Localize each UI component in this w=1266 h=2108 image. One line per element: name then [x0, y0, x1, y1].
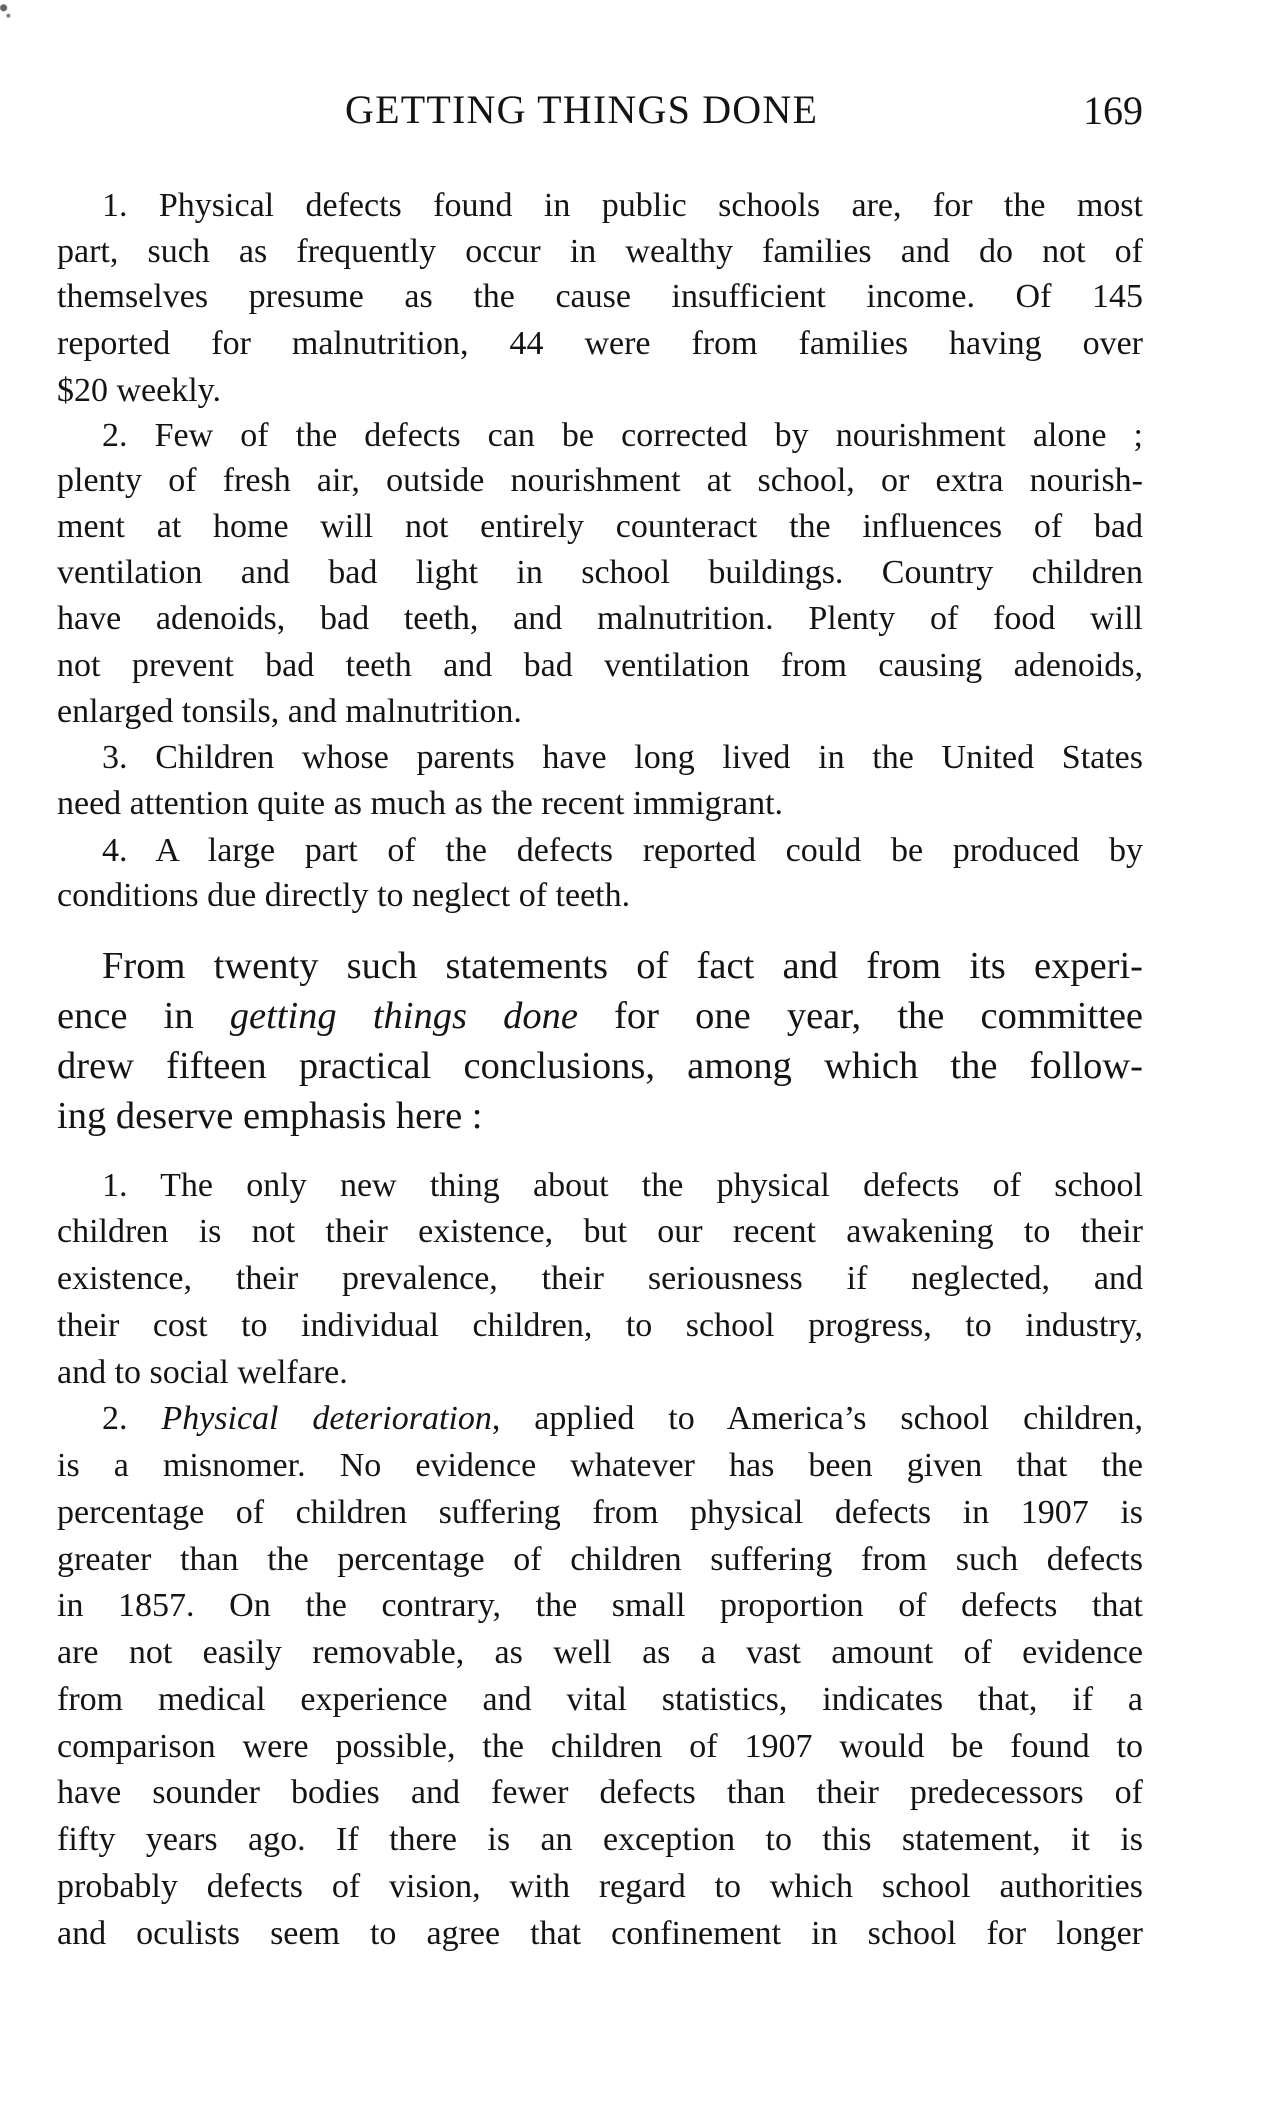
text-line	[57, 994, 1143, 1037]
text-line: in 1857. On the contrary, the small proportion of defects that	[57, 1587, 1143, 1625]
text-line: From twenty such statements of fact and from its experi-	[102, 944, 1143, 987]
conclusion-1-line: 1. The only new thing about the physical defects of school	[102, 1166, 1143, 1204]
text-line: existence, their prevalence, their seriousness if neglected, and	[57, 1260, 1143, 1297]
finding-4-line: 4. A large part of the defects reported could be produced by	[102, 831, 1143, 869]
text-line: greater than the percentage of children suffering from such defects	[57, 1540, 1143, 1578]
text-run: , applied to America’s school children,	[491, 1400, 1143, 1438]
text-line: need attention quite as much as the recent immigrant.	[57, 784, 784, 822]
finding-3-line: 3. Children whose parents have long lived in the United States	[102, 738, 1143, 776]
text-line: their cost to individual children, to school progress, to industry,	[57, 1306, 1143, 1344]
text-run: for one year, the committee	[577, 994, 1143, 1037]
text-line: ing deserve emphasis here :	[57, 1094, 483, 1137]
text-line: not prevent bad teeth and bad ventilation from causing adenoids,	[57, 646, 1143, 684]
text-line: comparison were possible, the children of 1907 would be found to	[57, 1727, 1143, 1765]
text-line: ment at home will not entirely counteract the influences of bad	[57, 507, 1143, 545]
text-line: probably defects of vision, with regard to which school authorities	[57, 1867, 1143, 1905]
text-line: are not easily removable, as well as a vast amount of evidence	[57, 1634, 1143, 1671]
finding-2-line: 2. Few of the defects can be corrected by nourishment alone ;	[102, 416, 1143, 454]
text-line: reported for malnutrition, 44 were from families having over	[57, 324, 1143, 362]
text-line: fifty years ago. If there is an exception to this statement, it is	[57, 1821, 1143, 1858]
text-line: is a misnomer. No evidence whatever has been given that the	[57, 1447, 1143, 1484]
text-line: conditions due directly to neglect of teeth.	[57, 876, 631, 914]
item-number: 2.	[102, 1400, 162, 1438]
text-line: have adenoids, bad teeth, and malnutrition. Plenty of food will	[57, 599, 1143, 637]
text-line: from medical experience and vital statistics, indicates that, if a	[57, 1680, 1143, 1718]
text-line: and to social welfare.	[57, 1353, 348, 1391]
scan-speck	[0, 0, 12, 26]
text-line: ventilation and bad light in school buildings. Country children	[57, 553, 1143, 591]
italic-phrase: Physical deterioration	[161, 1400, 492, 1438]
text-run: ence in	[57, 994, 230, 1037]
finding-1-line: 1. Physical defects found in public schools are, for the most	[102, 186, 1143, 224]
conclusion-2-line	[102, 1402, 1143, 1436]
text-line: and oculists seem to agree that confinement in school for longer	[57, 1914, 1143, 1952]
text-line: have sounder bodies and fewer defects than their predecessors of	[57, 1774, 1143, 1812]
text-line: drew fifteen practical conclusions, among which the follow-	[57, 1044, 1143, 1087]
text-line: part, such as frequently occur in wealthy families and do not of	[57, 232, 1143, 270]
text-line: children is not their existence, but our recent awakening to their	[57, 1213, 1143, 1251]
text-line: plenty of fresh air, outside nourishment at school, or extra nourish-	[57, 461, 1143, 499]
text-line: enlarged tonsils, and malnutrition.	[57, 692, 522, 730]
italic-phrase: getting things done	[229, 994, 578, 1037]
text-line: themselves presume as the cause insufficient income. Of 145	[57, 277, 1143, 315]
text-line: percentage of children suffering from physical defects in 1907 is	[57, 1493, 1143, 1531]
page-number: 169	[1083, 88, 1143, 133]
running-header-title: GETTING THINGS DONE	[345, 86, 819, 132]
text-line: $20 weekly.	[57, 371, 221, 409]
